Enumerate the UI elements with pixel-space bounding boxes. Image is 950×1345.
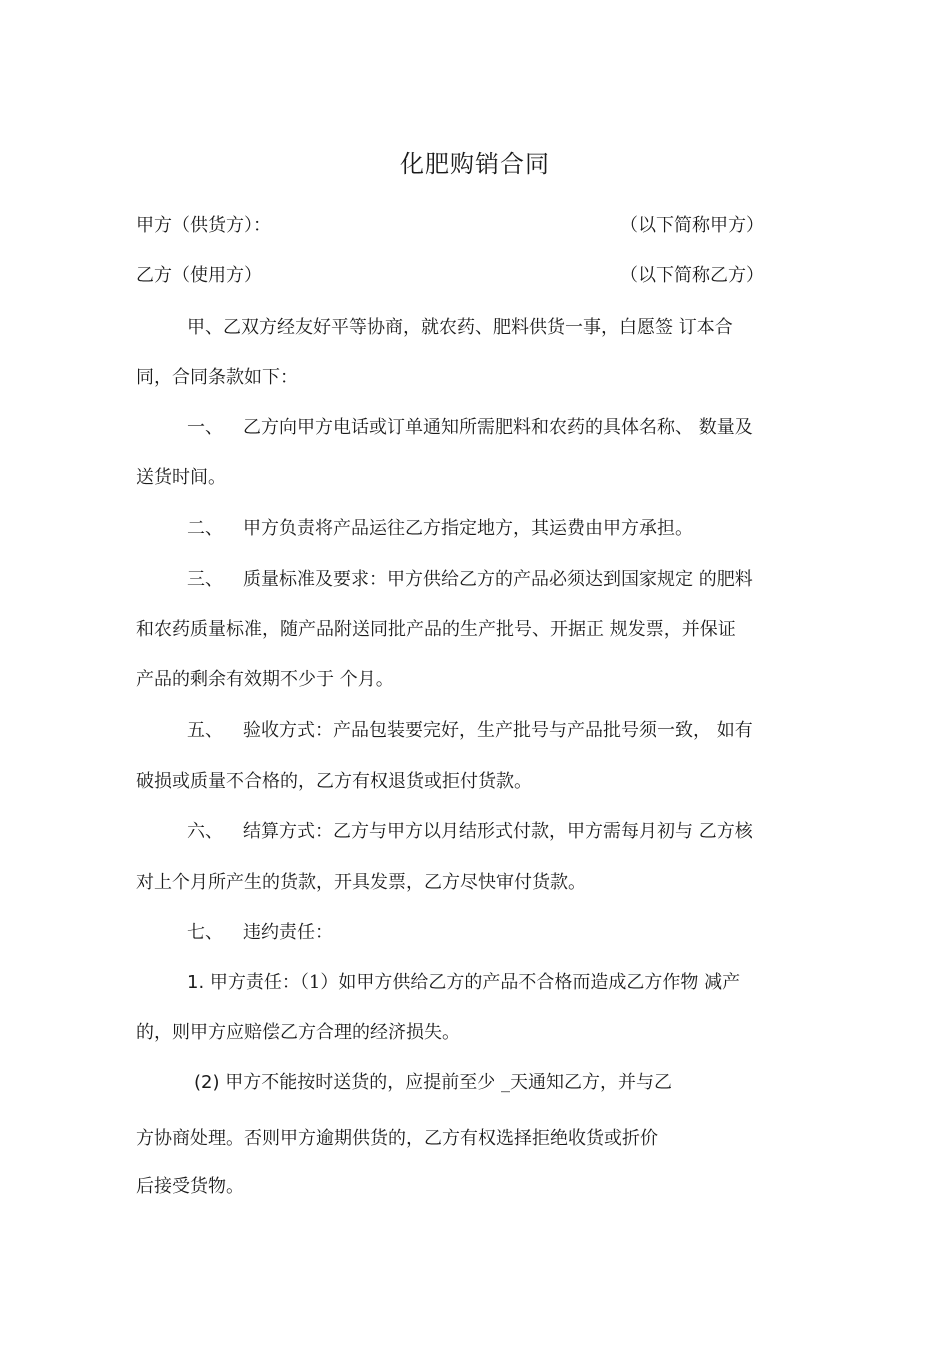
item-1-text: 甲方责任：（1）如甲方供给乙方的产品不合格而造成乙方作物 减产 <box>209 972 741 993</box>
clause-6-text: 结算方式：乙方与甲方以月结形式付款，甲方需每月初与 乙方核 <box>243 821 753 842</box>
item-1-prefix: 1. <box>187 972 205 993</box>
clause-1-line-2: 送货时间。 <box>136 467 226 488</box>
clause-3-line-3: 产品的剩余有效期不少于 个月。 <box>136 669 394 690</box>
clause-2-number: 二、 <box>187 518 223 539</box>
party-a-label: 甲方（供货方）： <box>136 215 271 236</box>
item-2-line-3: 后接受货物。 <box>136 1176 244 1197</box>
clause-6-number: 六、 <box>187 821 223 842</box>
intro-line-2: 同，合同条款如下： <box>136 367 298 388</box>
clause-6-line-2: 对上个月所产生的货款，开具发票，乙方尽快审付货款。 <box>136 872 586 893</box>
document-title: 化肥购销合同 <box>400 150 550 178</box>
clause-3-line-2: 和农药质量标准，随产品附送同批产品的生产批号、开据正 规发票，并保证 <box>136 619 736 640</box>
clause-7 <box>187 921 333 945</box>
clause-5-line-2: 破损或质量不合格的，乙方有权退货或拒付货款。 <box>136 771 532 792</box>
clause-1-text: 乙方向甲方电话或订单通知所需肥料和农药的具体名称、 数量及 <box>243 417 753 438</box>
clause-5-number: 五、 <box>187 720 223 741</box>
party-b-label: 乙方（使用方） <box>136 265 262 286</box>
party-a-note: （以下简称甲方） <box>620 215 764 236</box>
clause-7-number: 七、 <box>187 922 223 943</box>
liability-item-2 <box>194 1071 672 1095</box>
clause-5-text: 验收方式：产品包装要完好，生产批号与产品批号须一致， 如有 <box>243 720 753 741</box>
item-1-line-2: 的，则甲方应赔偿乙方合理的经济损失。 <box>136 1022 460 1043</box>
clause-6 <box>187 820 753 844</box>
clause-2-text: 甲方负责将产品运往乙方指定地方，其运费由甲方承担。 <box>243 518 693 539</box>
item-2-prefix: (2) <box>194 1072 220 1093</box>
item-2-text: 甲方不能按时送货的，应提前至少 _天通知乙方，并与乙 <box>225 1072 672 1093</box>
party-b-note: （以下简称乙方） <box>620 265 764 286</box>
clause-5 <box>187 719 753 743</box>
clause-3-number: 三、 <box>187 569 223 590</box>
clause-3 <box>187 568 753 592</box>
clause-1-number: 一、 <box>187 417 223 438</box>
clause-1 <box>187 416 753 440</box>
clause-3-text: 质量标准及要求：甲方供给乙方的产品必须达到国家规定 的肥料 <box>243 569 753 590</box>
item-2-line-2: 方协商处理。否则甲方逾期供货的，乙方有权选择拒绝收货或折价 <box>136 1128 658 1149</box>
liability-item-1 <box>187 971 740 995</box>
intro-line-1: 甲、乙双方经友好平等协商，就农药、肥料供货一事，白愿签 订本合 <box>187 317 733 338</box>
clause-2 <box>187 517 693 541</box>
clause-7-text: 违约责任： <box>243 922 333 943</box>
